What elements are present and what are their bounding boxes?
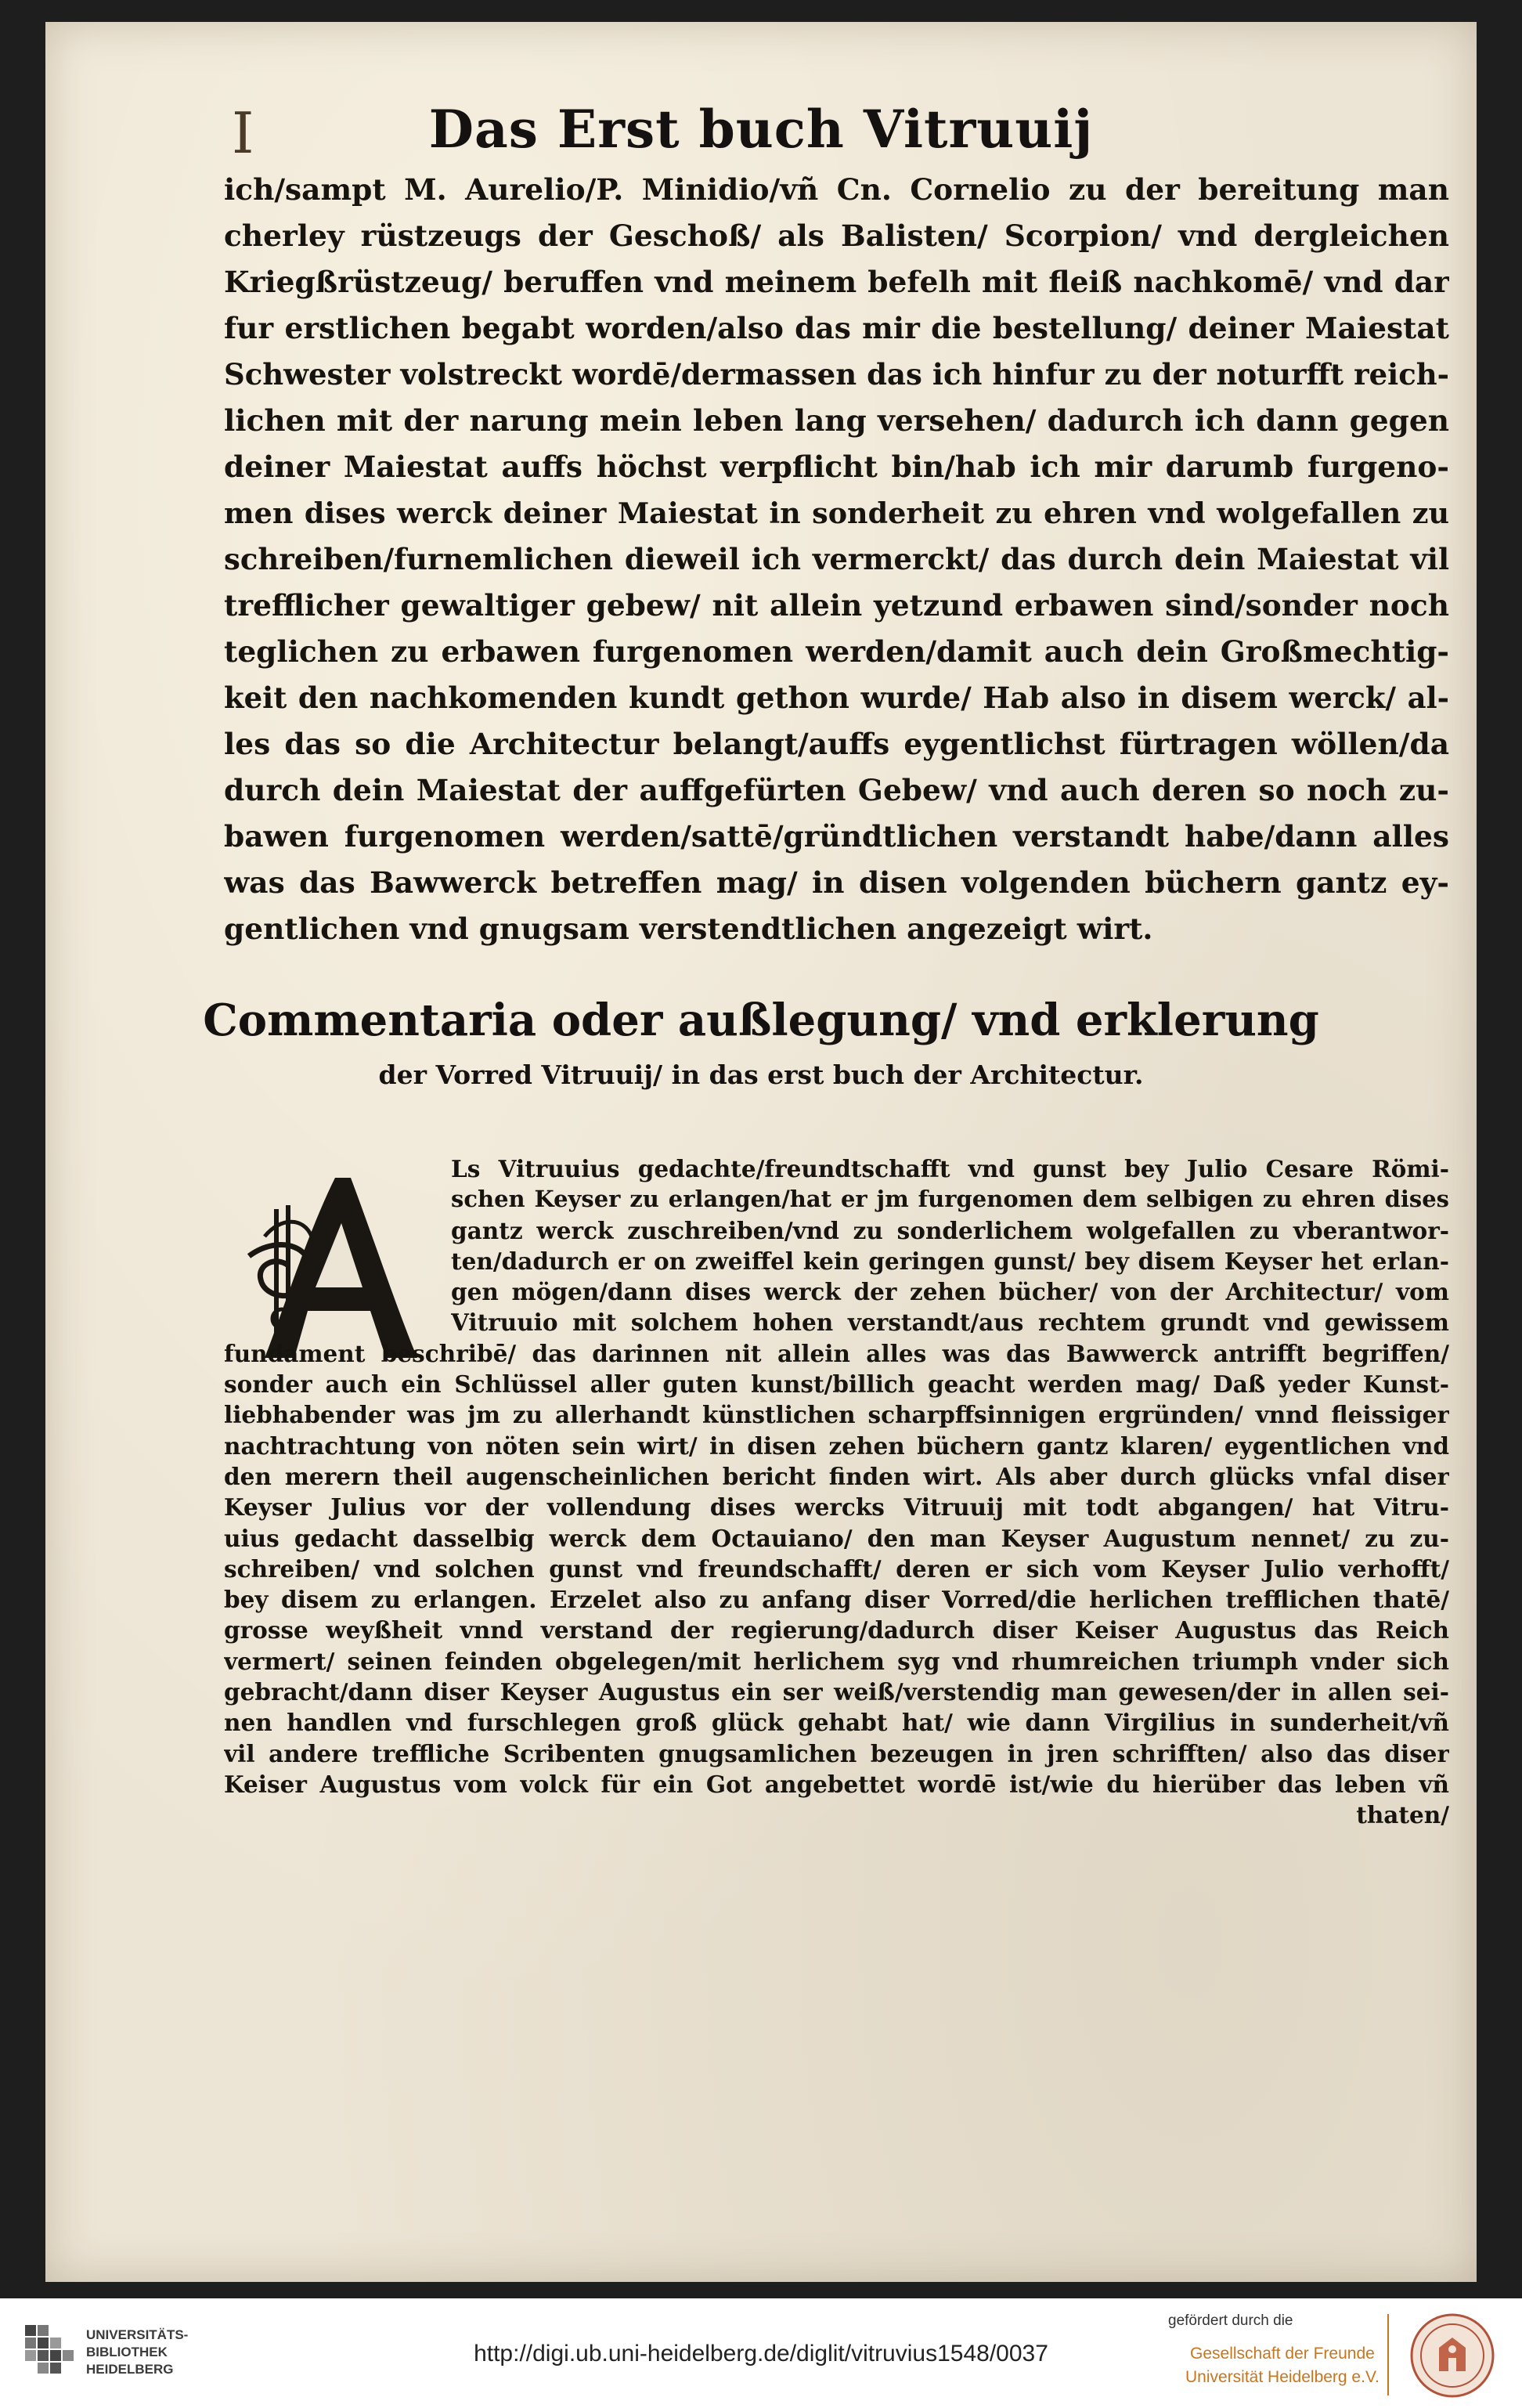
section-subtitle: der Vorred Vitruuij/ in das erst buch der Architectur. — [378, 1060, 1144, 1090]
text-line: grosse weyßheit vnnd verstand der regierung/dadurch diser Keiser Augustus das Reich — [224, 1616, 1449, 1644]
text-line: den merern theil augenscheinlichen bericht finden wirt. Als aber durch glücks vnfal diser — [224, 1462, 1449, 1490]
text-line: lichen mit der narung mein leben lang versehen/ dadurch ich dann gegen — [224, 403, 1449, 438]
sponsor-divider — [1387, 2314, 1389, 2395]
text-line: gen mögen/dann dises werck der zehen bücher/ von der Architectur/ vom — [451, 1278, 1449, 1306]
text-line: fundament beschribē/ das darinnen nit allein alles was das Bawwerck antrifft begriffen/ — [224, 1339, 1449, 1367]
text-line: Keiser Augustus vom volck für ein Got angebettet wordē ist/wie du hierüber das leben vñ — [224, 1770, 1449, 1798]
catchword: thaten/ — [1356, 1801, 1449, 1829]
text-line: sonder auch ein Schlüssel aller guten kunst/billich geacht werden mag/ Daß yeder Kunst- — [224, 1370, 1449, 1399]
text-line: men dises werck deiner Maiestat in sonderheit zu ehren vnd wolgefallen zu — [224, 496, 1449, 530]
paragraph-1 — [224, 167, 1449, 952]
permalink-url[interactable]: http://digi.ub.uni-heidelberg.de/diglit/vitruvius1548/0037 — [474, 2341, 1048, 2366]
text-line: nachtrachtung von nöten sein wirt/ in disen zehen büchern gantz klaren/ eygentlichen vnd — [224, 1431, 1449, 1460]
sponsor-label: gefördert durch die — [1168, 2312, 1293, 2329]
text-line: nen handlen vnd furschlegen groß glück gehabt hat/ wie dann Virgilius in sunderheit/vñ — [224, 1709, 1449, 1737]
text-line: vil andere treffliche Scribenten gnugsamlichen bezeugen in jren schrifften/ also das diser — [224, 1739, 1449, 1767]
section-title: Commentaria oder außlegung/ vnd erklerung — [203, 995, 1319, 1046]
text-line: vermert/ seinen feinden obgelegen/mit herlichem syg vnd rhumreichen triumph vnder sich — [224, 1647, 1449, 1675]
text-line: cherley rüstzeugs der Geschoß/ als Balisten/ Scorpion/ vnd dergleichen — [224, 218, 1449, 253]
text-line: fur erstlichen begabt worden/also das mir die bestellung/ deiner Maiestat — [224, 311, 1449, 345]
text-line: Keyser Julius vor der vollendung dises wercks Vitruuij mit todt abgangen/ hat Vitru- — [224, 1493, 1449, 1522]
text-line: deiner Maiestat auffs höchst verpflicht bin/hab ich mir darumb furgeno- — [224, 449, 1449, 484]
text-line: Vitruuio mit solchem hohen verstandt/aus rechtem grundt vnd gewissem — [451, 1309, 1449, 1337]
text-line: Ls Vitruuius gedachte/freundtschafft vnd gunst bey Julio Cesare Römi- — [451, 1155, 1449, 1182]
text-line: durch dein Maiestat der auffgefürten Gebew/ vnd auch deren so noch zu- — [224, 773, 1449, 807]
text-line: Kriegßrüstzeug/ beruffen vnd meinem befelh mit fleiß nachkomē/ vnd dar — [224, 265, 1449, 299]
text-line: gantz werck zuschreiben/vnd zu sonderlichem wolgefallen zu vberantwor- — [451, 1216, 1449, 1244]
text-line: bey disem zu erlangen. Erzelet also zu anfang diser Vorred/die herlichen trefflichen thatē/ — [224, 1586, 1449, 1614]
text-line: Schwester volstreckt wordē/dermassen das ich hinfur zu der noturfft reich- — [224, 357, 1449, 392]
text-line: keit den nachkomenden kundt gethon wurde/ Hab also in disem werck/ al- — [224, 681, 1449, 715]
scanned-page — [45, 22, 1477, 2282]
text-line: gebracht/dann diser Keyser Augustus ein ser weiß/verstendig man gewesen/der in allen sei- — [224, 1678, 1449, 1706]
text-line: ich/sampt M. Aurelio/P. Minidio/vñ Cn. Cornelio zu der bereitung man — [224, 172, 1449, 207]
text-line: trefflicher gewaltiger gebew/ nit allein yetzund erbawen sind/sonder noch — [224, 588, 1449, 623]
library-name-line-1: UNIVERSITÄTS- — [86, 2327, 189, 2342]
library-name-line-3: HEIDELBERG — [86, 2362, 174, 2377]
text-line: schen Keyser zu erlangen/hat er jm furgenomen dem selbigen zu ehren dises — [451, 1186, 1449, 1213]
text-line: liebhabender was jm zu allerhandt künstlichen scharpffsinnigen ergründen/ vnnd fleissiger — [224, 1401, 1449, 1429]
sponsor-name — [1185, 2342, 1380, 2389]
text-line: was das Bawwerck betreffen mag/ in disen volgenden büchern gantz ey- — [224, 865, 1449, 900]
text-line: schreiben/furnemlichen dieweil ich vermerckt/ das durch dein Maiestat vil — [224, 542, 1449, 576]
text-line: les das so die Architectur belangt/auffs eygentlichst fürtragen wöllen/da — [224, 727, 1449, 761]
text-line: teglichen zu erbawen furgenomen werden/damit auch dein Großmechtig- — [224, 634, 1449, 669]
folio-mark: I — [232, 100, 254, 166]
text-line: gentlichen vnd gnugsam verstendtlichen angezeigt wirt. — [224, 912, 1153, 946]
text-line: uius gedacht dasselbig werck dem Octauiano/ den man Keyser Augustum nennet/ zu zu- — [224, 1524, 1449, 1552]
sponsor-name-line-1: Gesellschaft der Freunde — [1190, 2345, 1375, 2363]
university-seal-icon — [1409, 2312, 1495, 2399]
library-name-line-2: BIBLIOTHEK — [86, 2345, 168, 2359]
text-line: schreiben/ vnd solchen gunst vnd freundschafft/ deren er sich vom Keyser Julio verhofft/ — [224, 1554, 1449, 1583]
paragraph-2 — [224, 1153, 1449, 1831]
viewer-footer — [0, 2298, 1522, 2408]
text-line: bawen furgenomen werden/sattē/gründtlichen verstandt habe/dann alles — [224, 819, 1449, 854]
text-line: ten/dadurch er on zweiffel kein geringen gunst/ bey disem Keyser het erlan- — [451, 1247, 1449, 1275]
sponsor-name-line-2: Universität Heidelberg e.V. — [1185, 2368, 1380, 2386]
running-head: Das Erst buch Vitruuij — [428, 99, 1094, 160]
